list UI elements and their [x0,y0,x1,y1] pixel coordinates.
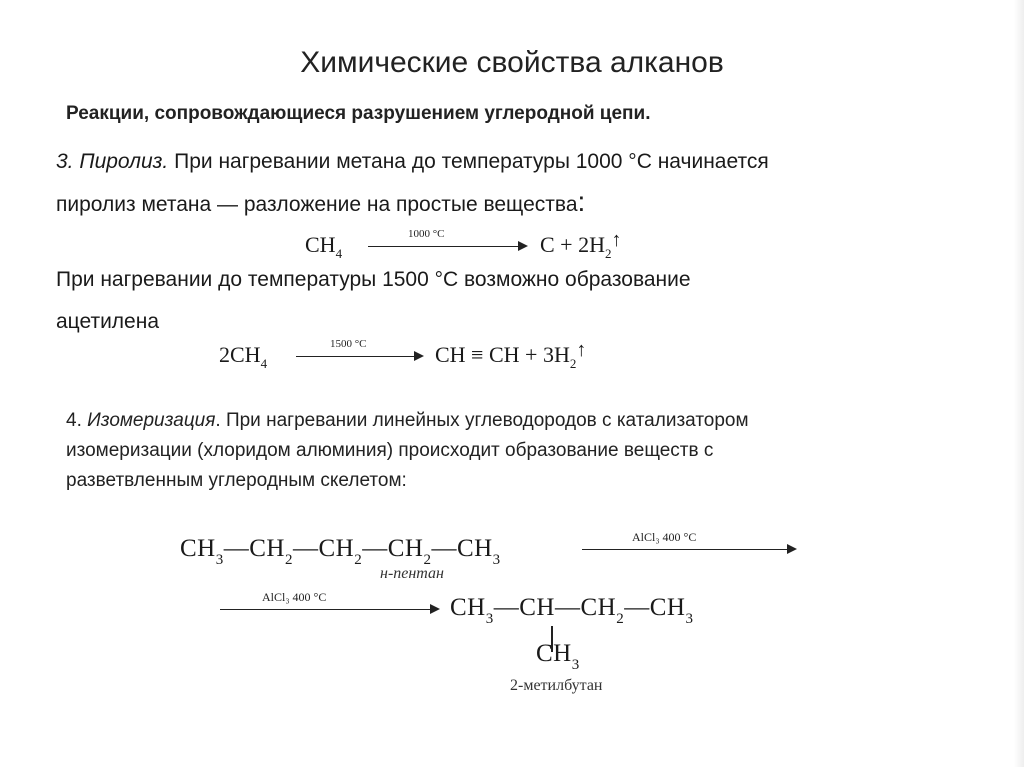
pentane-group-4: $CH_2$ [387,535,432,568]
product-arrow-head [430,604,440,614]
pentane-name: н-пентан [380,565,444,582]
methylbutane-name: 2-метилбутан [510,677,603,694]
pyrolysis-line-4: ацетилена [56,310,160,333]
chain-condition: AlCl₃ 400 °C [632,530,697,544]
pentane-formula [180,535,501,568]
eq1-reactant [305,232,343,261]
eq1-reactant-subscript: 4 [335,246,343,261]
pentane-group-3: $CH_2$ [318,535,363,568]
methylbutane-bond-1: — [493,594,520,621]
pentane-bond-1: — [223,535,250,562]
pyrolysis-line-2-colon: : [577,186,586,217]
slide-edge-shadow [1014,0,1024,767]
methylbutane-formula [450,594,694,627]
eq1-products-subscript: 2 [604,246,612,261]
eq2-products-formula: CH ≡ CH + 3H [435,342,570,367]
eq1-gas-arrow: ↑ [611,229,622,251]
isomerization-line-2: изомеризации (хлоридом алюминия) происходит образование веществ с [66,440,714,461]
eq1-arrow-head [518,241,528,251]
eq2-reactant [219,342,268,371]
methyl-branch: $CH_3$ [536,640,580,673]
pentane-bond-4: — [431,535,457,562]
pentane-group-1: $CH_3$ [180,535,224,568]
pyrolysis-line-3: При нагревании до температуры 1500 °C возможно образование [56,268,691,291]
eq2-products [435,339,587,371]
pentane-group-2: $CH_2$ [249,535,293,568]
methylbutane-group-2: CH [519,594,555,621]
isomerization-heading: Изомеризация [87,410,216,431]
pyrolysis-line-2-text: пиролиз метана — разложение на простые вещества [56,193,578,216]
pyrolysis-line-1 [56,150,769,174]
pyrolysis-line-2 [56,186,585,218]
eq2-condition: 1500 °C [330,338,367,350]
chain-arrow-line [582,549,787,550]
eq2-arrow-line [296,356,414,357]
eq2-reactant-subscript: 4 [260,356,268,371]
methylbutane-bond-2: — [554,594,581,621]
pentane-bond-2: — [292,535,319,562]
chain-arrow-head [787,544,797,554]
isomerization-line-1 [66,410,749,432]
eq1-arrow-line [368,246,518,247]
eq1-products-formula: C + 2H [540,232,605,257]
methylbutane-group-1: $CH_3$ [450,594,494,627]
methylbutane-group-4: $CH_3$ [649,594,694,627]
isomerization-number: 4. [66,410,88,431]
eq1-reactant-formula: CH [305,232,336,257]
isomerization-line-3: разветвленным углеродным скелетом: [66,470,407,491]
eq1-products [540,229,622,261]
pentane-bond-3: — [362,535,388,562]
methylbutane-bond-3: — [624,594,650,621]
product-condition: AlCl₃ 400 °C [262,590,327,604]
methylbutane-group-3: $CH_2$ [580,594,625,627]
pentane-group-5: $CH_3$ [456,535,501,568]
eq1-condition: 1000 °C [408,228,445,240]
eq2-arrow-head [414,351,424,361]
eq2-products-subscript: 2 [569,356,577,371]
product-arrow-line [220,609,430,610]
eq2-reactant-formula: 2CH [219,342,261,367]
pyrolysis-heading: 3. Пиролиз. [56,150,169,173]
isomerization-line-1-text: . При нагревании линейных углеводородов с катализатором [215,410,749,431]
pyrolysis-line-1-text: При нагревании метана до температуры 1000 °C начинается [168,150,769,173]
slide-title: Химические свойства алканов [300,46,724,79]
eq2-gas-arrow: ↑ [576,339,587,361]
slide-subtitle: Реакции, сопровождающиеся разрушением углеродной цепи. [66,103,651,124]
